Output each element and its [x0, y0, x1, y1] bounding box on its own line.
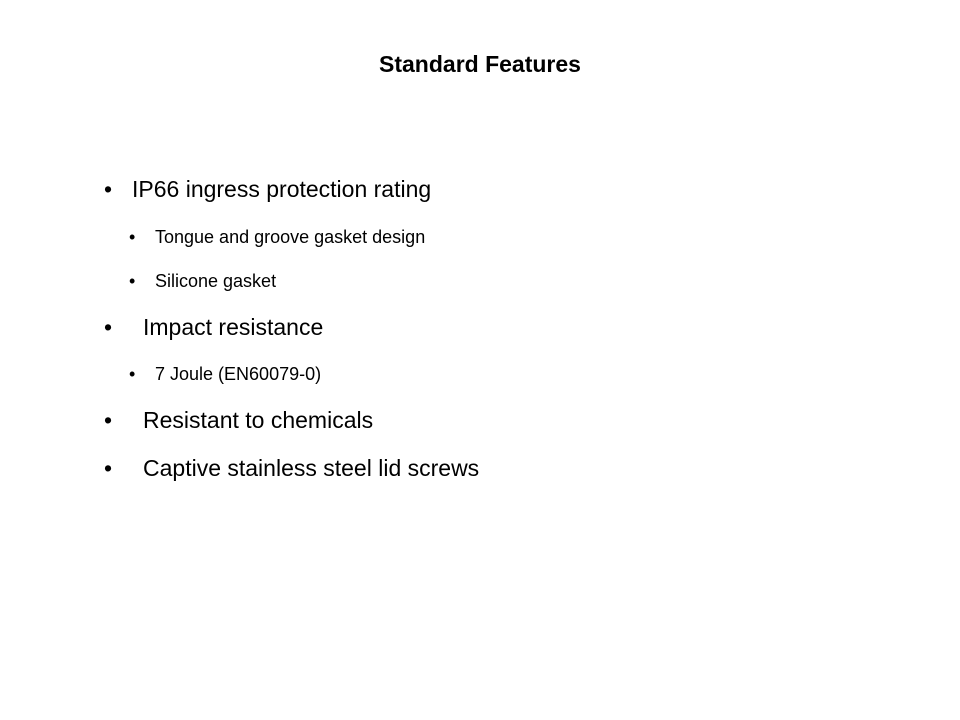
bullet-dot: • — [104, 314, 113, 340]
bullet-dot: • — [129, 227, 136, 247]
slide-title: Standard Features — [379, 51, 581, 77]
bullet-text: 7 Joule (EN60079-0) — [155, 364, 322, 384]
bullet-text: Tongue and groove gasket design — [155, 227, 426, 247]
bullet-text: Resistant to chemicals — [143, 407, 374, 433]
bullet-dot: • — [129, 364, 136, 384]
bullet-text: Captive stainless steel lid screws — [143, 455, 480, 481]
bullet-dot: • — [104, 176, 113, 202]
bullet-text: IP66 ingress protection rating — [132, 176, 432, 202]
bullet-dot: • — [104, 407, 113, 433]
bullet-dot: • — [129, 271, 136, 291]
bullet-dot: • — [104, 455, 113, 481]
bullet-text: Impact resistance — [143, 314, 324, 340]
bullet-text: Silicone gasket — [155, 271, 277, 291]
